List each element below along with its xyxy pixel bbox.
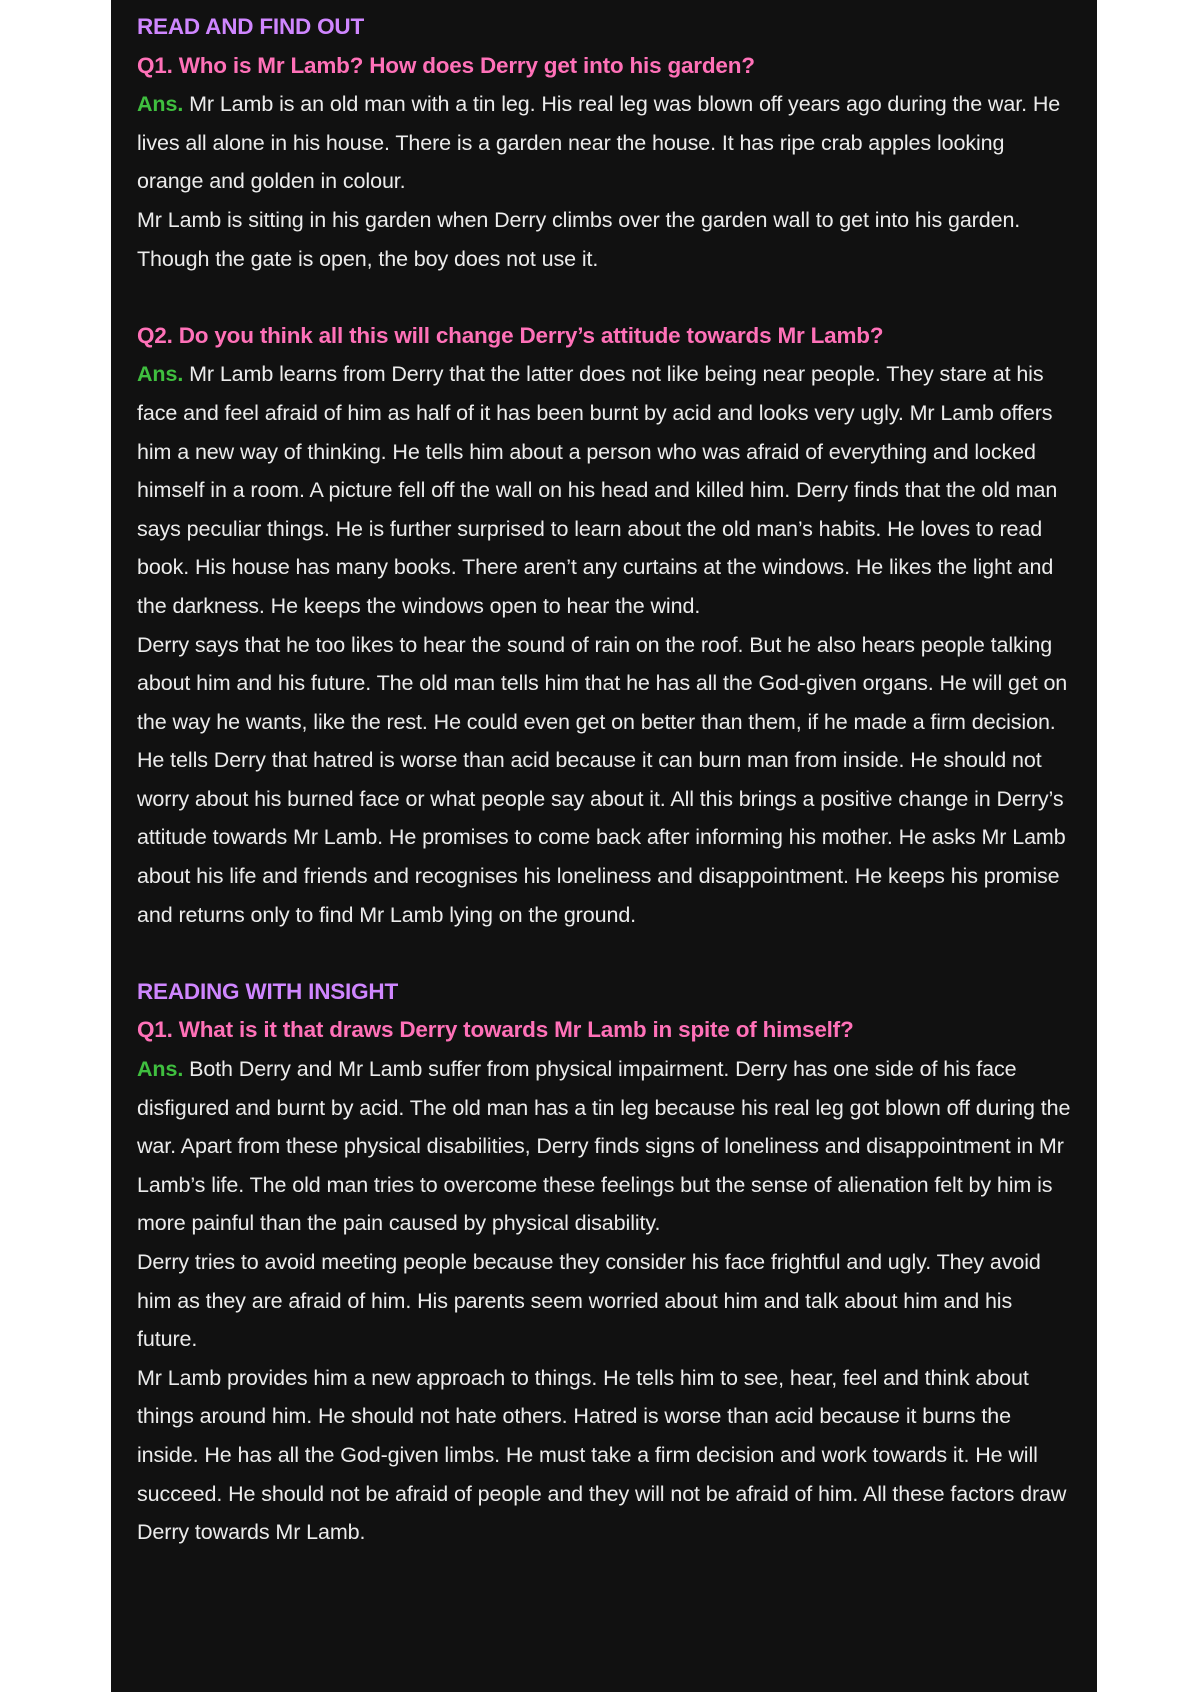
answer-paragraph (137, 85, 1075, 201)
answer-label: Ans. (137, 362, 184, 387)
document-page (111, 0, 1097, 1692)
answer-paragraph (137, 1050, 1075, 1243)
question-1-heading: Q1. Who is Mr Lamb? How does Derry get into his garden? (137, 52, 755, 78)
section-heading-reading-with-insight: READING WITH INSIGHT (137, 978, 398, 1004)
answer-paragraph: Derry tries to avoid meeting people because they consider his face frightful and ugly. They avoid him as they are afraid of him. His parents seem worried about him and talk about him and his future. (137, 1250, 1041, 1352)
answer-label: Ans. (137, 1057, 184, 1082)
answer-text: Both Derry and Mr Lamb suffer from physical impairment. Derry has one side of his face disfigured and burnt by acid. The old man has a tin leg because his real leg got blown off during the war. Apart from these physical disabilities, Derry finds signs of loneliness and disappointment in Mr Lamb’s life. The old man tries to overcome these feelings but the sense of alienation felt by him is more painful than the pain caused by physical disability. (137, 1057, 1071, 1236)
spacer (137, 934, 1075, 973)
question-2-heading: Q2. Do you think all this will change Derry’s attitude towards Mr Lamb? (137, 322, 884, 348)
spacer (137, 278, 1075, 317)
question-1-heading: Q1. What is it that draws Derry towards Mr Lamb in spite of himself? (137, 1017, 854, 1043)
section-heading-read-and-find-out: READ AND FIND OUT (137, 14, 365, 39)
answer-text: Mr Lamb is an old man with a tin leg. His real leg was blown off years ago during the war. He lives all alone in his house. There is a garden near the house. It has ripe crab apples looking orange and golden in colour. (137, 92, 1061, 194)
answer-label: Ans. (137, 92, 184, 117)
answer-paragraph: Derry says that he too likes to hear the sound of rain on the roof. But he also hears people talking about him and his future. The old man tells him that he has all the God-given organs. He will get on the way he wants, like the rest. He could even get on better than them, if he made a firm decision. He tells Derry that hatred is worse than acid because it can burn man from inside. He should not worry about his burned face or what people say about it. All this brings a positive change in Derry’s attitude towards Mr Lamb. He promises to come back after informing his mother. He asks Mr Lamb about his life and friends and recognises his loneliness and disappointment. He keeps his promise and returns only to find Mr Lamb lying on the ground. (137, 632, 1068, 927)
answer-paragraph (137, 355, 1075, 625)
answer-paragraph: Mr Lamb is sitting in his garden when Derry climbs over the garden wall to get into his garden. Though the gate is open, the boy does not use it. (137, 207, 1021, 271)
answer-text: Mr Lamb learns from Derry that the latter does not like being near people. They stare at his face and feel afraid of him as half of it has been burnt by acid and looks very ugly. Mr Lamb offers him a new way of thinking. He tells him about a person who was afraid of everything and locked himself in a room. A picture fell off the wall on his head and killed him. Derry finds that the old man says peculiar things. He is further surprised to learn about the old man’s habits. He loves to read book. His house has many books. There aren’t any curtains at the windows. He likes the light and the darkness. He keeps the windows open to hear the wind. (137, 362, 1058, 618)
answer-paragraph: Mr Lamb provides him a new approach to things. He tells him to see, hear, feel and think about things around him. He should not hate others. Hatred is worse than acid because it burns the inside. He has all the God-given limbs. He must take a firm decision and work towards it. He will succeed. He should not be afraid of people and they will not be afraid of him. All these factors draw Derry towards Mr Lamb. (137, 1365, 1067, 1545)
